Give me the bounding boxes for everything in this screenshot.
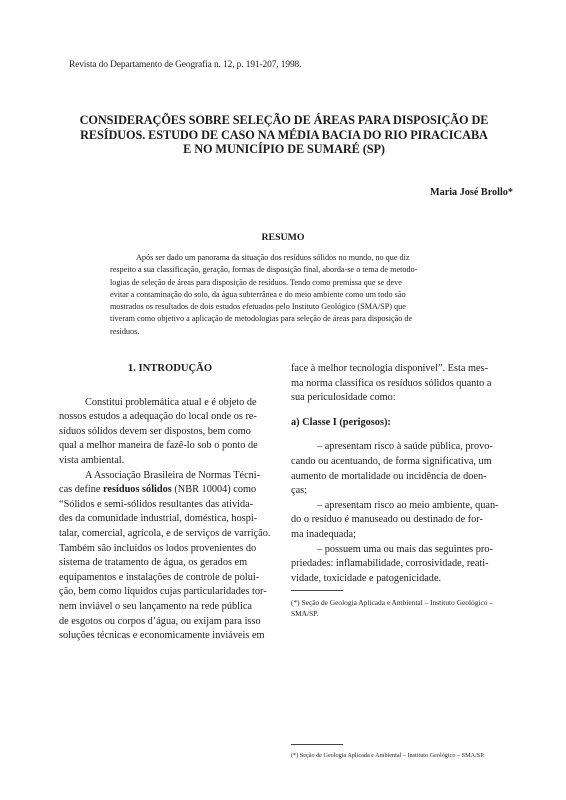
title-line: CONSIDERAÇÕES SOBRE SELEÇÃO DE ÁREAS PARA DISPOSIÇÃO DE	[79, 113, 489, 127]
body-line: “Sólidos e semi-sólidos resultantes das ativida-	[59, 498, 254, 510]
list-item-line: – apresentam risco à saúde pública, provo-	[317, 441, 493, 453]
body-line: des da comunidade industrial, doméstica, hospi-	[59, 513, 258, 525]
inline-text: (NBR 10004) como	[171, 484, 257, 496]
author-footnote	[291, 597, 531, 619]
right-column	[291, 362, 513, 586]
body-line: nossos estudos a adequação do local onde os re-	[59, 411, 257, 423]
list-item-line: – apresentam risco ao meio ambiente, quan-	[317, 499, 499, 511]
abstract-line: mostrados os resultados de dois estudos efetuados pelo Instituto Geológico (SMA/SP) que	[110, 302, 406, 312]
list-item-line: vidade, toxicidade e patogenicidade.	[291, 572, 442, 584]
title-line: E NO MUNICÍPIO DE SUMARÉ (SP)	[183, 142, 385, 156]
title-line: RESÍDUOS. ESTUDO DE CASO NA MÉDIA BACIA DO RIO PIRACICABA	[80, 127, 488, 142]
list-item-line: cando ou acentuando, de forma significativa, um	[291, 455, 492, 467]
inline-text: cas define	[59, 484, 104, 496]
list-item-line: priedades: inflamabilidade, corrosividade, reati-	[291, 558, 489, 570]
list-item-line: do o resíduo é manuseado ou destinado de for-	[291, 514, 483, 526]
body-line: nem inviável o seu lançamento na rede pública	[59, 600, 252, 612]
footnote-divider	[291, 744, 343, 745]
body-line: ma norma classifica os resíduos sólidos quanto a	[291, 377, 492, 389]
spacer	[291, 406, 513, 416]
body-line: de esgotos ou corpos d’água, ou exijam para isso	[59, 615, 261, 627]
list-item-line: ma inadequada;	[291, 528, 356, 540]
body-line: face à melhor tecnologia disponível”. Esta mes-	[291, 363, 488, 374]
body-line: equipamentos e instalações de controle de polui-	[59, 571, 260, 583]
abstract-text	[110, 252, 460, 338]
list-item-line: aumento de mortalidade ou incidência de doen-	[291, 470, 487, 482]
body-line: qual a melhor maneira de fazê-lo sob o ponto de	[59, 440, 258, 452]
author-name: Maria José Brollo*	[430, 187, 513, 198]
body-line: vista ambiental.	[59, 454, 125, 466]
body-line: sua periculosidade como:	[291, 392, 396, 404]
body-line: ção, bem como líquidos cujas particularidades tor-	[59, 586, 267, 598]
section-heading: 1. INTRODUÇÃO	[127, 363, 213, 374]
body-line: Constitui problemática atual e é objeto de	[85, 396, 257, 408]
abstract-line: Após ser dado um panorama da situação dos resíduos sólidos no mundo, no que diz	[136, 253, 410, 262]
abstract-line: tiveram como objetivo a aplicação de metodologias para seleção de áreas para disposição de	[110, 314, 413, 324]
abstract-line: respeito a sua classificação, geração, formas de disposição final, aborda-se o tema de metodo-	[110, 265, 418, 275]
list-item-line: – possuem uma ou mais das seguintes pro-	[317, 543, 493, 555]
journal-reference: Revista do Departamento de Geografia n. 12, p. 191-207, 1998.	[69, 60, 302, 70]
footnote-line: (*) Seção de Geologia Aplicada e Ambiental – Instituto Geológico –	[291, 598, 493, 607]
abstract-line: logias de seleção de áreas para disposição de resíduos. Tendo como premissa que se deve	[110, 277, 402, 287]
body-line: síduos sólidos devem ser dispostos, bem como	[59, 425, 251, 437]
abstract-heading: RESUMO	[261, 232, 305, 243]
list-item-line: ças;	[291, 485, 308, 497]
body-line: soluções técnicas e economicamente inviáveis em	[59, 630, 265, 642]
page-footnote: (*) Seção de Geologia Aplicada e Ambiental – Instituto Geológico – SMA/SP.	[291, 752, 485, 759]
body-line: Também são incluídos os lodos provenientes do	[59, 542, 257, 554]
body-line	[59, 483, 281, 498]
body-line: A Associação Brasileira de Normas Técni-	[85, 469, 261, 481]
footnote-divider	[291, 590, 343, 591]
abstract-line: resíduos.	[110, 326, 140, 336]
footnote-line: SMA/SP.	[291, 609, 319, 618]
article-title	[55, 113, 513, 157]
spacer	[291, 430, 513, 440]
defined-term: resíduos sólidos	[103, 484, 172, 496]
left-column	[59, 362, 281, 644]
abstract-line: evitar a contaminação do solo, da água subterrânea e do meio ambiente como um todo são	[110, 289, 406, 299]
class-heading: a) Classe I (perigosos):	[291, 416, 391, 428]
body-line: talar, comercial, agrícola, e de serviços de varrição.	[59, 527, 271, 539]
body-line: sistema de tratamento de água, os gerados em	[59, 557, 248, 569]
